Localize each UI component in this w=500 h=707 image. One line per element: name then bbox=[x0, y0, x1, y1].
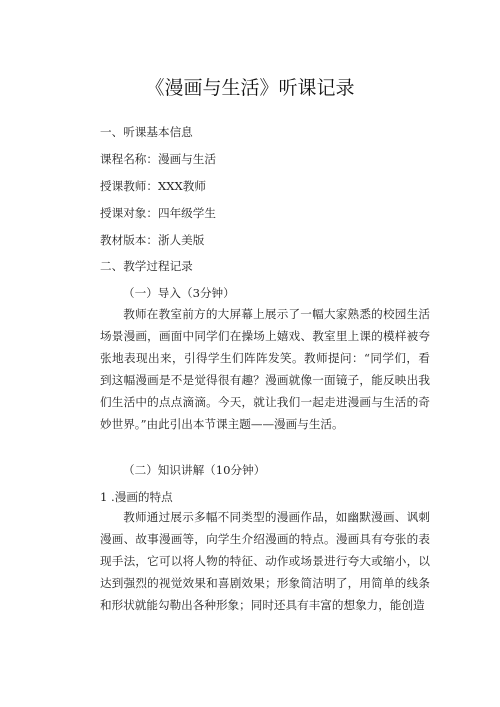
features-paragraph: 教师通过展示多幅不同类型的漫画作品，如幽默漫画、讽刺漫画、故事漫画等，向学生介绍漫画的特点。漫画具有夸张的表现手法，它可以将人物的特征、动作或场景进行夸大或缩小，以达到强烈的视觉效果和喜剧效果；形象简洁明了，用简单的线条和形状就能勾勒出各种形象；同时还具有丰富的想象力，能创造 bbox=[100, 510, 430, 612]
info-audience: 授课对象：四年级学生 bbox=[100, 206, 216, 220]
item-heading-features: 1 .漫画的特点 bbox=[100, 490, 173, 504]
info-teacher: 授课教师：XXX教师 bbox=[100, 179, 206, 193]
section-heading-process: 二、教学过程记录 bbox=[100, 259, 193, 273]
part-heading-knowledge: （二）知识讲解（10分钟） bbox=[123, 463, 266, 477]
info-course-name: 课程名称：漫画与生活 bbox=[100, 152, 216, 166]
intro-paragraph: 教师在教室前方的大屏幕上展示了一幅大家熟悉的校园生活场景漫画，画面中同学们在操场上嬉戏、教室里上课的模样被夸张地表现出来，引得学生们阵阵发笑。教师提问：“同学们，看到这幅漫画是不是觉得很有趣？漫画就像一面镜子，能反映出我们生活中的点点滴滴。今天，就让我们一起走进漫画与生活的奇妙世界。”由此引出本节课主题——漫画与生活。 bbox=[100, 307, 430, 431]
section-heading-basic-info: 一、听课基本信息 bbox=[100, 125, 193, 139]
part-heading-intro: （一）导入（3分钟） bbox=[123, 286, 235, 300]
document-title: 《漫画与生活》听课记录 bbox=[145, 77, 355, 99]
info-edition: 教材版本：浙人美版 bbox=[100, 233, 205, 247]
